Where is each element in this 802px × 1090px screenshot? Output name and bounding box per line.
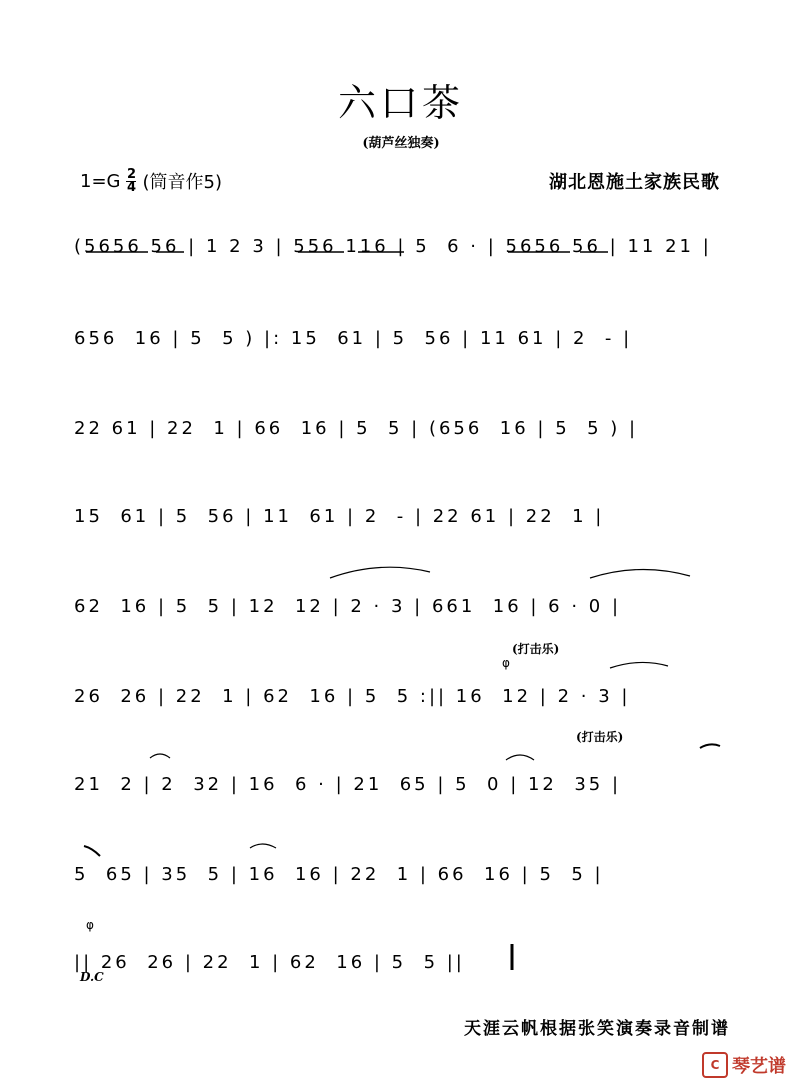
percussion-annotation-2: (打击乐) xyxy=(576,730,624,744)
key-note: (筒音作5) xyxy=(142,172,222,193)
score-line: 22 61 | 22 1 | 66 16 | 5 5 | (656 16 | 5 5 ) | xyxy=(74,418,639,439)
score-row-9 xyxy=(74,942,734,1002)
song-title: 六口茶 xyxy=(337,81,464,125)
score-line: || 26 26 | 22 1 | 62 16 | 5 5 || xyxy=(74,952,465,973)
site-logo[interactable] xyxy=(702,1052,786,1078)
score-line: 21 2 | 2 32 | 16 6 · | 21 65 | 5 0 | 12 35 | xyxy=(74,774,622,795)
score-line: (5656 56 | 1 2 3 | 556 116 | 5 6 · | 5656 56 | 11 21 | xyxy=(74,236,712,257)
time-signature xyxy=(126,166,136,195)
slur-arc xyxy=(506,755,534,760)
logo-text: 琴艺谱 xyxy=(732,1056,786,1077)
logo-icon: C xyxy=(702,1052,728,1078)
coda-symbol: φ xyxy=(502,656,510,670)
score-row-3 xyxy=(74,408,734,468)
slur-arc xyxy=(330,567,430,578)
score-row-4 xyxy=(74,496,734,556)
score-line: 656 16 | 5 5 ) |: 15 61 | 5 56 | 11 61 | 2 - | xyxy=(74,328,633,349)
da-capo-mark: D.C xyxy=(80,970,104,984)
time-top: 2 xyxy=(126,166,136,182)
percussion-annotation-1: (打击乐) xyxy=(512,642,560,656)
score-line: 62 16 | 5 5 | 12 12 | 2 · 3 | 661 16 | 6 · 0 | xyxy=(74,596,622,617)
score-row-1 xyxy=(74,226,734,286)
song-subtitle: (葫芦丝独奏) xyxy=(362,136,440,151)
slur-arc xyxy=(610,662,668,668)
key-signature xyxy=(80,168,222,194)
slur-arc xyxy=(700,744,720,748)
score-row-5 xyxy=(74,586,734,646)
slur-arc xyxy=(150,754,170,758)
time-bottom: 4 xyxy=(126,179,136,195)
score-line: 15 61 | 5 56 | 11 61 | 2 - | 22 61 | 22 1 | xyxy=(74,506,605,527)
slur-arc xyxy=(590,569,690,578)
score-line: 26 26 | 22 1 | 62 16 | 5 5 :|| 16 12 | 2 · 3 | xyxy=(74,686,631,707)
slur-arc xyxy=(250,844,276,848)
score-row-6 xyxy=(74,676,734,736)
score-line: 5 65 | 35 5 | 16 16 | 22 1 | 66 16 | 5 5 | xyxy=(74,864,604,885)
score-row-8 xyxy=(74,854,734,914)
transcriber-credit: 天涯云帆根据张笑演奏录音制谱 xyxy=(464,1019,730,1039)
score-row-7 xyxy=(74,764,734,824)
key-label: 1=G xyxy=(80,170,121,192)
score-row-2 xyxy=(74,318,734,378)
coda-symbol-2: φ xyxy=(86,918,94,932)
song-origin: 湖北恩施土家族民歌 xyxy=(549,172,720,193)
